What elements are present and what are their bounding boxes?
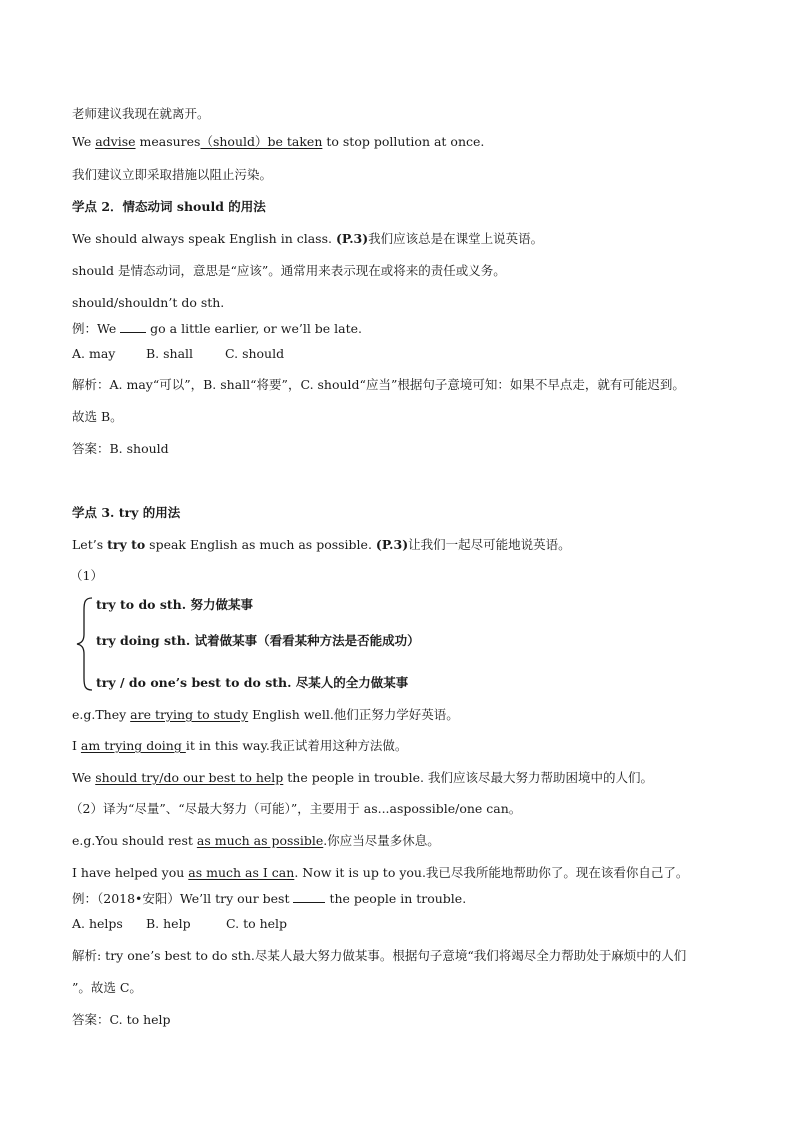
sentence-cn-leave: 老师建议我现在就离开。 — [72, 106, 210, 121]
point2-explanation: should 是情态动词，意思是“应该”。通常用来表示现在或将来的责任或义务。 — [72, 263, 506, 278]
option-a: A. may — [72, 346, 116, 361]
brace-item-try-to: try to do sth. 努力做某事 — [96, 597, 253, 612]
answer-blank — [293, 890, 325, 903]
option-b: B. shall — [146, 346, 194, 361]
point3-question: 例：（2018•安阳）We’ll try our best the people in trouble. — [72, 891, 467, 906]
point2-question: 例：We go a little earlier, or we’ll be late. — [72, 321, 363, 336]
sentence-cn-measures: 我们建议立即采取措施以阻止污染。 — [72, 167, 273, 182]
point3-analysis: 解析: try one’s best to do sth.尽某人最大努力做某事。根据句子意境“我们将竭尽全力帮助处于麻烦中的人们 — [72, 948, 687, 963]
option-c: C. to help — [226, 916, 288, 931]
point2-answer: 答案：B. should — [72, 441, 169, 456]
point2-heading: 学点 2．情态动词 should 的用法 — [72, 199, 266, 214]
point2-pattern: should/shouldn’t do sth. — [72, 295, 225, 310]
point3-eg-helped: I have helped you as much as I can. Now it is up to you.我已尽我所能地帮助你了。现在该看你自己了。 — [72, 865, 689, 880]
brace-item-do-ones-best: try / do one’s best to do sth. 尽某人的全力做某事 — [96, 675, 409, 690]
point2-analysis: 解析：A. may“可以”，B. shall“将要”，C. should“应当”根据句子意境可知：如果不早点走，就有可能迟到。 — [72, 377, 685, 392]
option-c: C. should — [225, 346, 285, 361]
point3-options — [72, 916, 287, 932]
point3-heading: 学点 3. try 的用法 — [72, 505, 181, 520]
point3-example: Let’s try to speak English as much as possible. (P.3)让我们一起尽可能地说英语。 — [72, 537, 571, 552]
point2-options — [72, 346, 284, 362]
option-b: B. help — [146, 916, 191, 931]
brace-item-try-doing: try doing sth. 试着做某事（看看某种方法是否能成功） — [96, 633, 420, 648]
option-a: A. helps — [72, 916, 123, 931]
point3-analysis-cont: ”。故选 C。 — [72, 980, 142, 995]
point3-eg-rest: e.g.You should rest as much as possible.你应当尽量多休息。 — [72, 833, 440, 848]
point3-number-1: （1） — [70, 568, 103, 583]
underlined-should-be-taken: （should）be taken — [200, 134, 323, 149]
point3-number-2: （2）译为“尽量”、“尽最大努力（可能）”，主要用于 as...aspossible/one can。 — [70, 801, 522, 816]
point2-analysis-cont: 故选 B。 — [72, 409, 123, 424]
point3-eg-do-our-best: We should try/do our best to help the people in trouble. 我们应该尽最大努力帮助困境中的人们。 — [72, 770, 653, 785]
point3-answer: 答案：C. to help — [72, 1012, 171, 1027]
point3-eg-trying-to-study: e.g.They are trying to study English well.他们正努力学好英语。 — [72, 707, 459, 722]
point3-eg-trying-doing: I am trying doing it in this way.我正试着用这种方法做。 — [72, 738, 408, 753]
sentence-advise-measures: We advise measures（should）be taken to stop pollution at once. — [72, 134, 485, 149]
underlined-advise: advise — [95, 134, 136, 149]
left-brace-icon — [76, 596, 94, 692]
answer-blank — [120, 320, 146, 333]
point2-example: We should always speak English in class. (P.3)我们应该总是在课堂上说英语。 — [72, 231, 544, 246]
